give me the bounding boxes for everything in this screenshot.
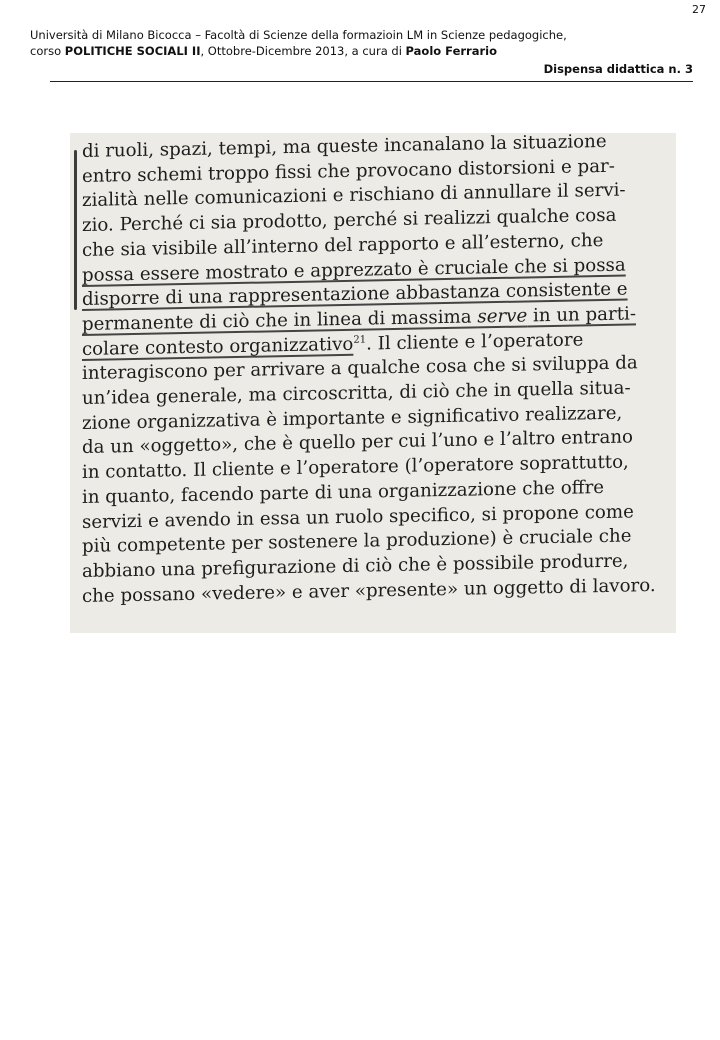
scan-line: entro schemi troppo fissi che provocano distorsioni e par- bbox=[82, 155, 615, 187]
scan-line: in contatto. Il cliente e l’operatore (l’operatore soprattutto, bbox=[82, 451, 629, 484]
scan-line: un’idea generale, ma circoscritta, di ciò che in quella situa- bbox=[82, 377, 631, 410]
course-name: POLITICHE SOCIALI II bbox=[64, 44, 201, 58]
dispensa-label: Dispensa didattica n. 3 bbox=[543, 62, 693, 76]
header-line-1: Università di Milano Bicocca – Facoltà di Scienze della formazioin LM in Scienze pedagogiche, bbox=[30, 28, 567, 42]
scanned-text-block bbox=[82, 130, 672, 609]
scan-line: servizi e avendo in essa un ruolo specifico, si propone come bbox=[82, 500, 634, 533]
scan-line: più competente per sostenere la produzione) è cruciale che bbox=[82, 525, 632, 558]
scan-line: abbiano una prefigurazione di ciò che è possibile produrre, bbox=[82, 550, 629, 582]
scan-line-underlined: possa essere mostrato e apprezzato è cruciale che si possa bbox=[82, 254, 626, 286]
scan-line: zialità nelle comunicazioni e rischiano di annullare il servi- bbox=[82, 179, 626, 212]
footnote-ref: 21 bbox=[353, 334, 367, 346]
scan-line-text: permanente di ciò che in linea di massima bbox=[82, 306, 478, 335]
document-header bbox=[30, 27, 670, 59]
scan-line-text: in un parti- bbox=[527, 303, 636, 327]
scan-line: di ruoli, spazi, tempi, ma queste incanalano la situazione bbox=[82, 130, 607, 162]
page-number: 27 bbox=[692, 3, 706, 16]
scan-line: zione organizzativa è importante e significativo realizzare, bbox=[82, 402, 623, 434]
scan-line: interagiscono per arrivare a qualche cosa che si sviluppa da bbox=[82, 352, 638, 385]
scan-line: che sia visibile all’interno del rapporto e all’esterno, che bbox=[82, 229, 604, 261]
scan-line: che possano «vedere» e aver «presente» un oggetto di lavoro. bbox=[82, 574, 656, 607]
scan-line-underlined: disporre di una rappresentazione abbastanza consistente e bbox=[82, 278, 628, 311]
scan-line: zio. Perché ci sia prodotto, perché si realizzi qualche cosa bbox=[82, 204, 617, 237]
course-prefix: corso bbox=[30, 44, 65, 58]
italic-serve: serve bbox=[477, 305, 528, 328]
header-divider bbox=[50, 81, 693, 82]
margin-pen-mark bbox=[74, 150, 77, 310]
course-dates: , Ottobre-Dicembre 2013, a cura di bbox=[200, 44, 406, 58]
header-line-2 bbox=[30, 43, 670, 59]
scan-line-text: . Il cliente e l’operatore bbox=[366, 328, 584, 355]
scan-line-text: colare contesto organizzativo bbox=[82, 333, 354, 360]
author-name: Paolo Ferrario bbox=[405, 44, 497, 58]
scan-line: da un «oggetto», che è quello per cui l’uno e l’altro entrano bbox=[82, 426, 633, 459]
scan-line: in quanto, facendo parte di una organizzazione che offre bbox=[82, 476, 605, 508]
